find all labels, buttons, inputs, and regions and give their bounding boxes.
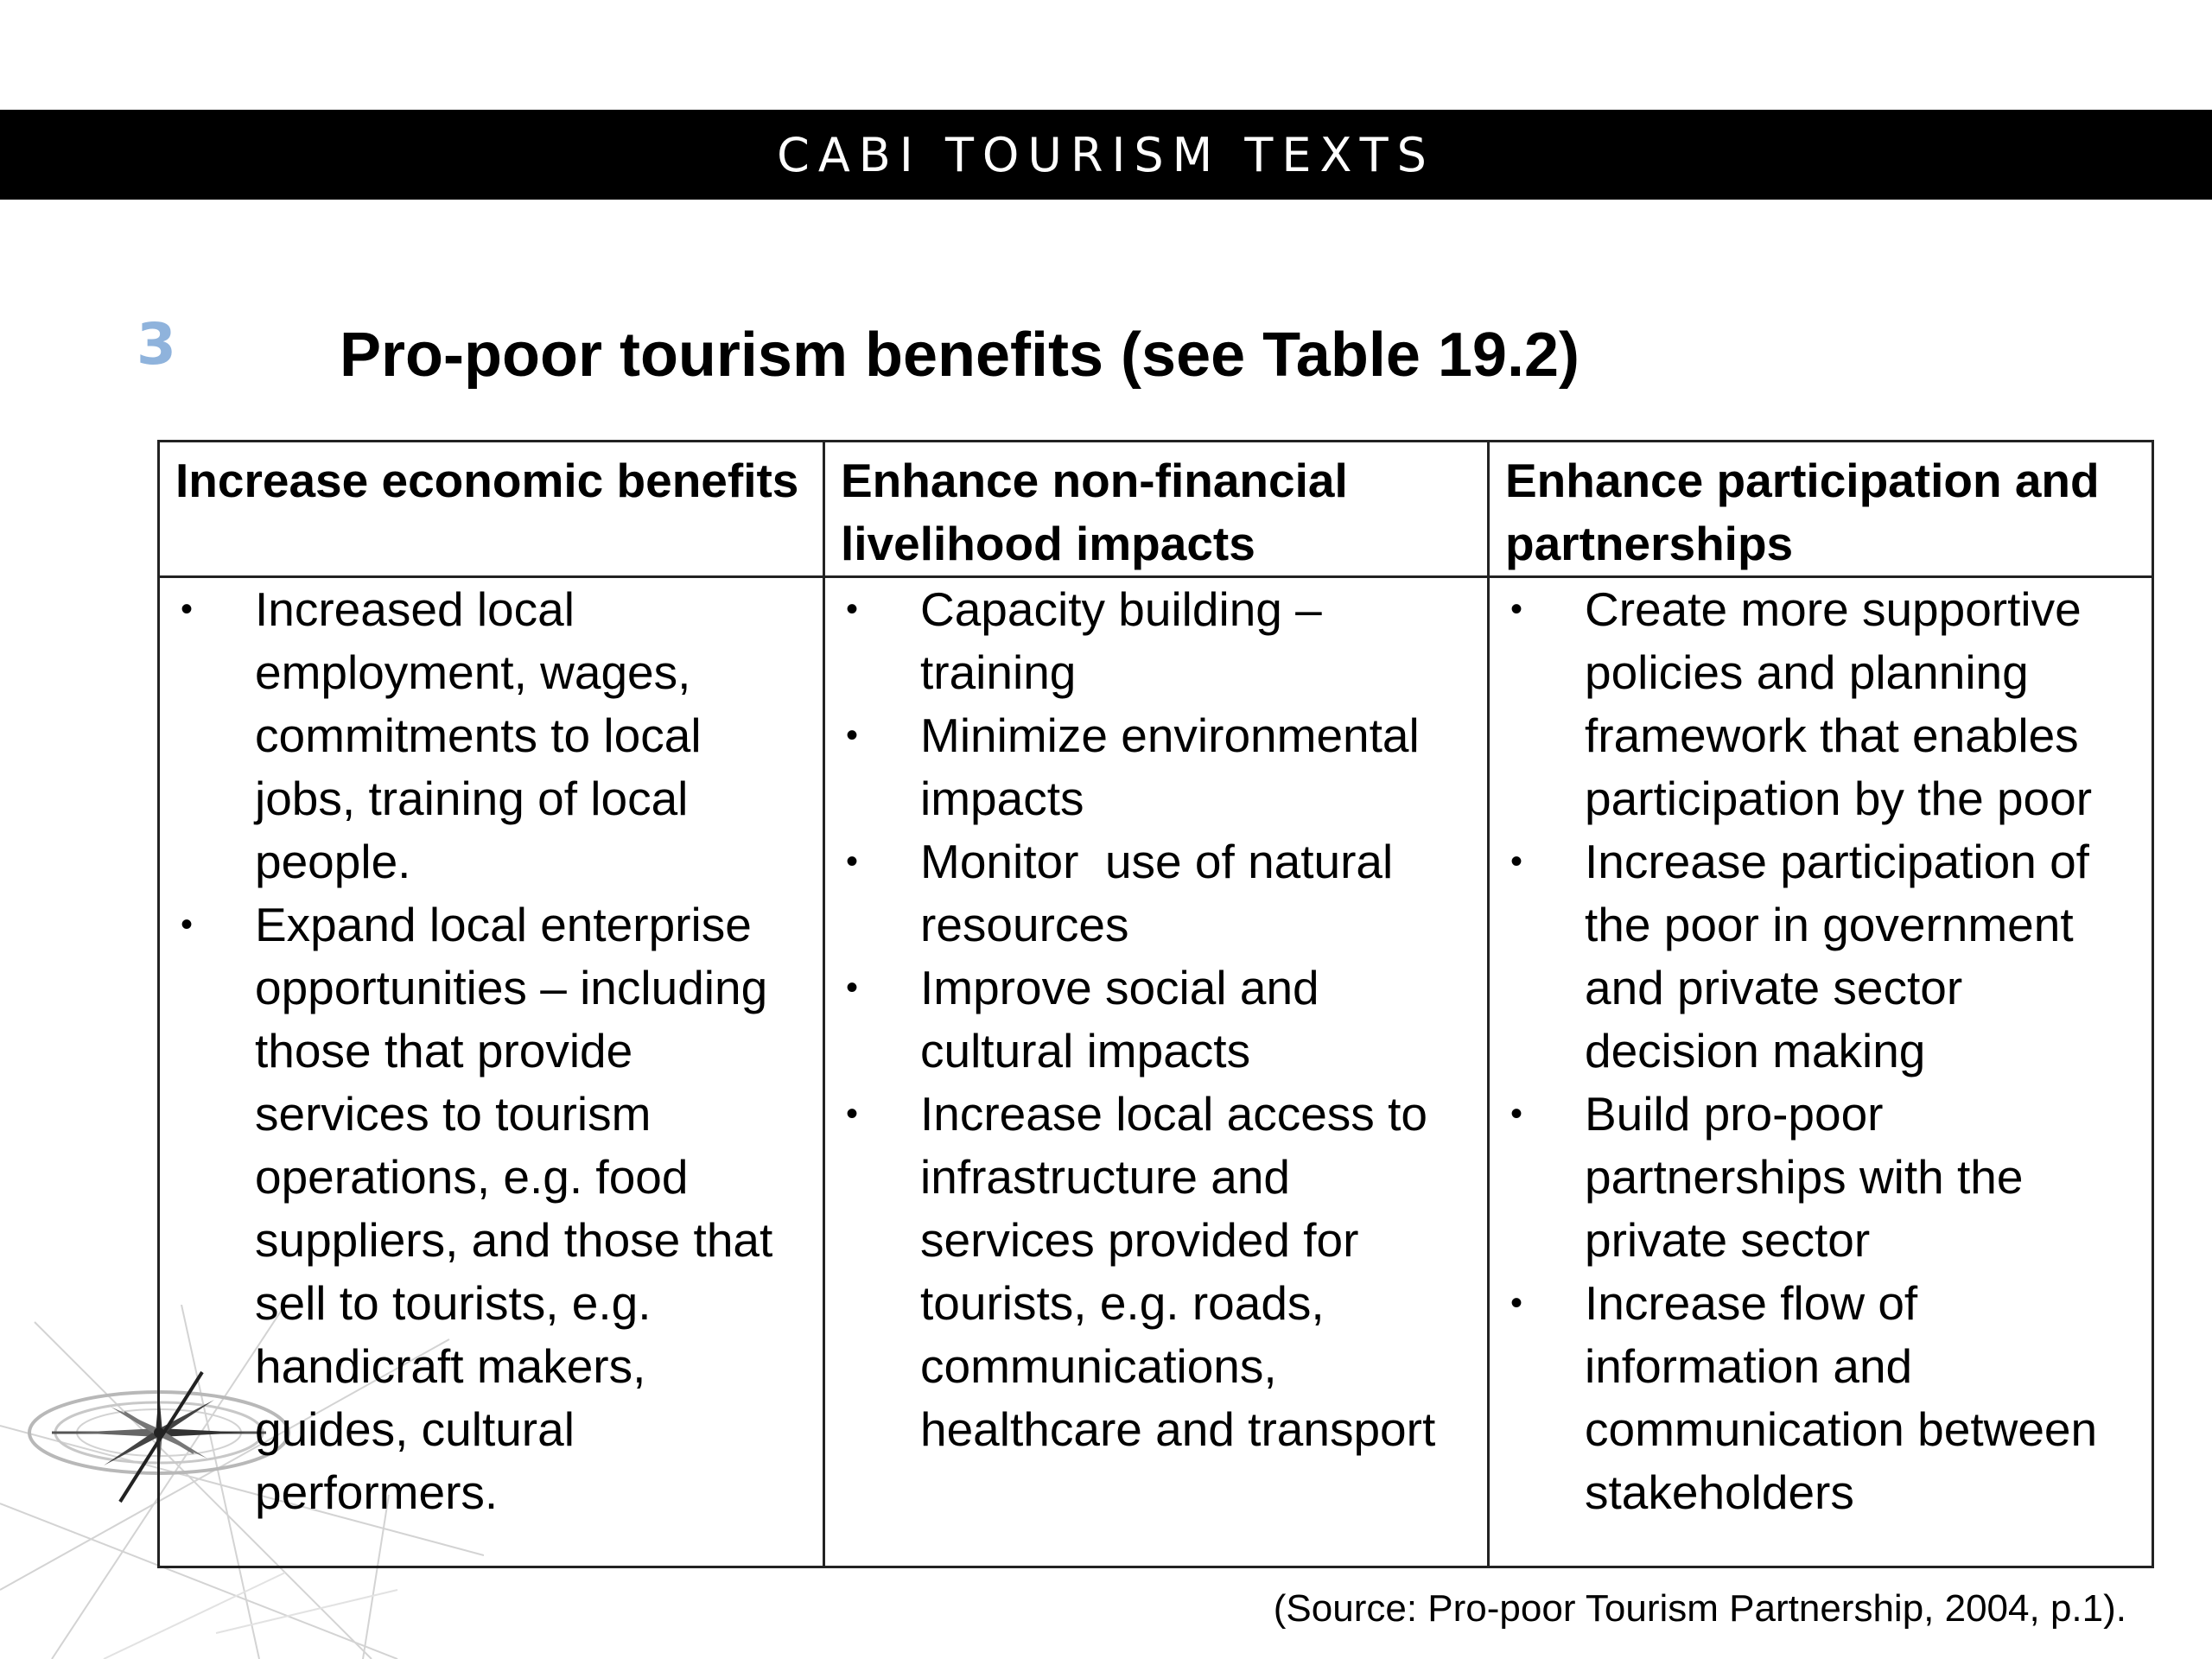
table-body-row bbox=[159, 577, 2153, 1567]
list-item-text: Increased local employment, wages, commitments to local jobs, training of local people. bbox=[255, 582, 702, 888]
list-item-text: Increase flow of information and communication between stakeholders bbox=[1585, 1276, 2098, 1519]
list-item-text: Create more supportive policies and planning framework that enables participation by the poor bbox=[1585, 582, 2093, 825]
list-item bbox=[172, 578, 810, 893]
bullet-icon: • bbox=[1510, 842, 1523, 880]
list-item bbox=[172, 893, 810, 1524]
list-item-text: Improve social and cultural impacts bbox=[920, 961, 1319, 1077]
non-financial-impacts-cell bbox=[824, 577, 1489, 1567]
list-item bbox=[837, 1083, 1475, 1461]
table-header-row bbox=[159, 442, 2153, 577]
slide-number: 3 bbox=[137, 311, 176, 378]
column-heading-non-financial: Enhance non-financial livelihood impacts bbox=[824, 442, 1489, 577]
non-financial-impacts-list bbox=[837, 578, 1475, 1461]
bullet-icon: • bbox=[846, 716, 859, 754]
list-item bbox=[1502, 830, 2139, 1083]
slide-title: Pro-poor tourism benefits (see Table 19.2) bbox=[340, 321, 1580, 390]
economic-benefits-cell bbox=[159, 577, 824, 1567]
bullet-icon: • bbox=[1510, 1284, 1523, 1322]
column-heading-participation: Enhance participation and partnerships bbox=[1489, 442, 2153, 577]
list-item-text: Increase local access to infrastructure and services provided for tourists, e.g. roads, communications, healthcare and transport bbox=[920, 1087, 1436, 1456]
list-item bbox=[1502, 1272, 2139, 1524]
list-item-text: Capacity building – training bbox=[920, 582, 1322, 699]
bullet-icon: • bbox=[1510, 1095, 1523, 1133]
bullet-icon: • bbox=[181, 906, 194, 944]
bullet-icon: • bbox=[846, 1095, 859, 1133]
list-item bbox=[837, 830, 1475, 957]
list-item-text: Monitor use of natural resources bbox=[920, 835, 1407, 951]
header-title: CABI TOURISM TEXTS bbox=[777, 127, 1435, 182]
bullet-icon: • bbox=[846, 590, 859, 628]
participation-partnerships-cell bbox=[1489, 577, 2153, 1567]
list-item bbox=[837, 704, 1475, 830]
benefits-table bbox=[157, 440, 2154, 1568]
bullet-icon: • bbox=[1510, 590, 1523, 628]
header-bar bbox=[0, 110, 2212, 200]
list-item-text: Minimize environmental impacts bbox=[920, 709, 1420, 825]
source-citation: (Source: Pro-poor Tourism Partnership, 2004, p.1). bbox=[1273, 1587, 2126, 1630]
bullet-icon: • bbox=[846, 842, 859, 880]
list-item-text: Increase participation of the poor in government and private sector decision making bbox=[1585, 835, 2089, 1077]
economic-benefits-list bbox=[172, 578, 810, 1524]
list-item-text: Expand local enterprise opportunities – including those that provide services to tourism operations, e.g. food suppliers, and those that sell to tourists, e.g. handicraft makers, guides, cultural performers. bbox=[255, 898, 773, 1519]
bullet-icon: • bbox=[846, 969, 859, 1007]
list-item bbox=[837, 957, 1475, 1083]
participation-partnerships-list bbox=[1502, 578, 2139, 1524]
bullet-icon: • bbox=[181, 590, 194, 628]
list-item-text: Build pro-poor partnerships with the private sector bbox=[1585, 1087, 2024, 1267]
list-item bbox=[837, 578, 1475, 704]
column-heading-economic: Increase economic benefits bbox=[159, 442, 824, 577]
list-item bbox=[1502, 578, 2139, 830]
list-item bbox=[1502, 1083, 2139, 1272]
